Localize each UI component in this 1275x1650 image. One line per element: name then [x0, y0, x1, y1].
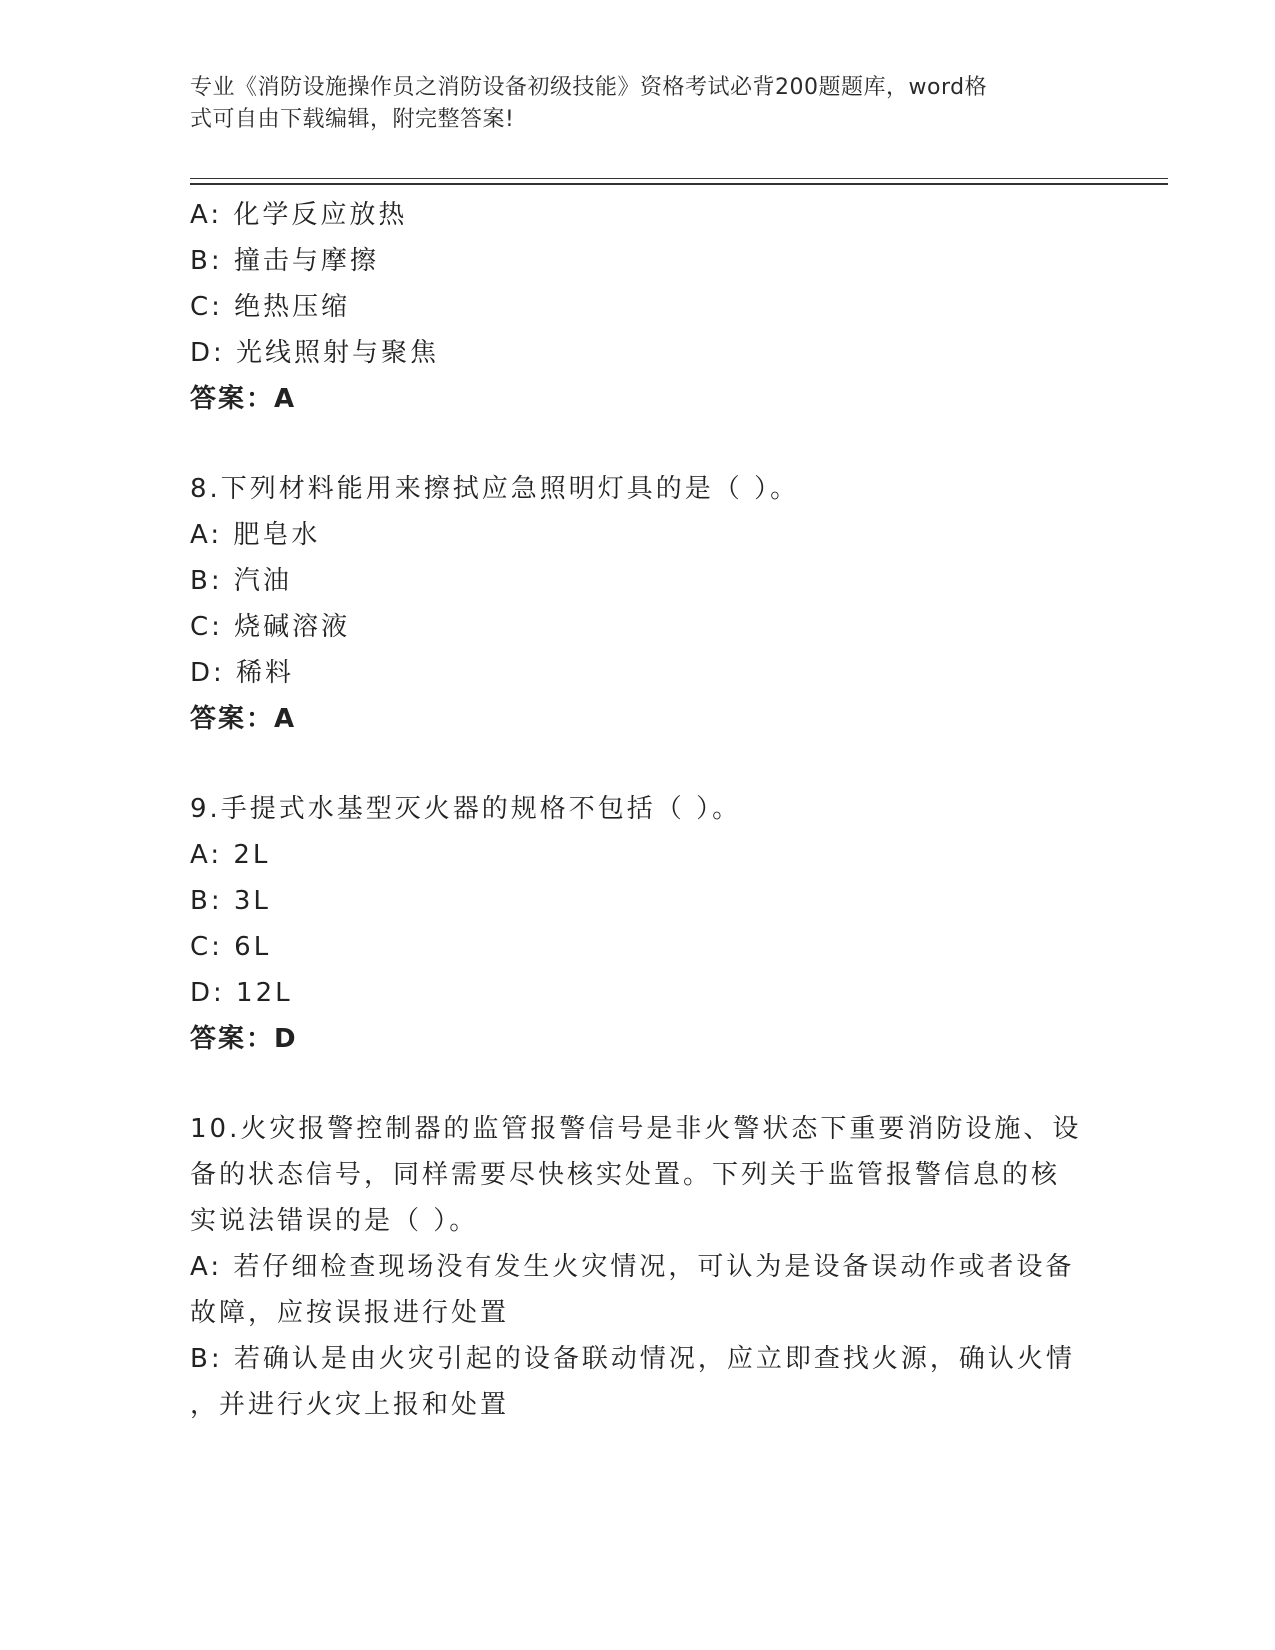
question-10-block [190, 1106, 1090, 1428]
q7-option-a: A: 化学反应放热 [190, 200, 408, 230]
header-line-2: 式可自由下载编辑，附完整答案! [190, 107, 515, 132]
q9-option-c: C: 6L [190, 932, 272, 962]
q8-question: 8.下列材料能用来擦拭应急照明灯具的是（ ）。 [190, 474, 800, 504]
question-9-block [190, 786, 1090, 1062]
q10-question-line-2: 备的状态信号，同样需要尽快核实处置。下列关于监管报警信息的核 [190, 1160, 1061, 1190]
q9-question: 9.手提式水基型灭火器的规格不包括（ ）。 [190, 794, 742, 824]
q7-option-c: C: 绝热压缩 [190, 292, 351, 322]
spacer [190, 422, 1090, 466]
q8-option-d: D: 稀料 [190, 658, 295, 688]
spacer [190, 1062, 1090, 1106]
question-7-block [190, 192, 1090, 422]
q10-option-a-line-2: 故障，应按误报进行处置 [190, 1298, 510, 1328]
q9-option-d: D: 12L [190, 978, 293, 1008]
header-divider-thin [190, 178, 1168, 179]
header-divider-thick [190, 183, 1168, 185]
q10-option-b-line-1: B: 若确认是由火灾引起的设备联动情况，应立即查找火源，确认火情 [190, 1344, 1075, 1374]
q7-option-b: B: 撞击与摩擦 [190, 246, 379, 276]
q7-answer: 答案：A [190, 384, 297, 414]
q10-question-line-1: 10.火灾报警控制器的监管报警信号是非火警状态下重要消防设施、设 [190, 1114, 1082, 1144]
q8-answer: 答案：A [190, 704, 297, 734]
q8-option-b: B: 汽油 [190, 566, 292, 596]
q10-option-b-line-2: ，并进行火灾上报和处置 [190, 1390, 510, 1420]
header-line-1: 专业《消防设施操作员之消防设备初级技能》资格考试必背200题题库，word格 [190, 75, 988, 100]
q9-option-a: A: 2L [190, 840, 271, 870]
q8-option-c: C: 烧碱溶液 [190, 612, 351, 642]
q9-option-b: B: 3L [190, 886, 271, 916]
q8-option-a: A: 肥皂水 [190, 520, 321, 550]
document-header [190, 72, 1090, 136]
question-8-block [190, 466, 1090, 742]
q7-option-d: D: 光线照射与聚焦 [190, 338, 440, 368]
q10-question-line-3: 实说法错误的是（ ）。 [190, 1206, 479, 1236]
q9-answer: 答案：D [190, 1024, 298, 1054]
q10-option-a-line-1: A: 若仔细检查现场没有发生火灾情况，可认为是设备误动作或者设备 [190, 1252, 1075, 1282]
question-content [190, 192, 1090, 1428]
spacer [190, 742, 1090, 786]
